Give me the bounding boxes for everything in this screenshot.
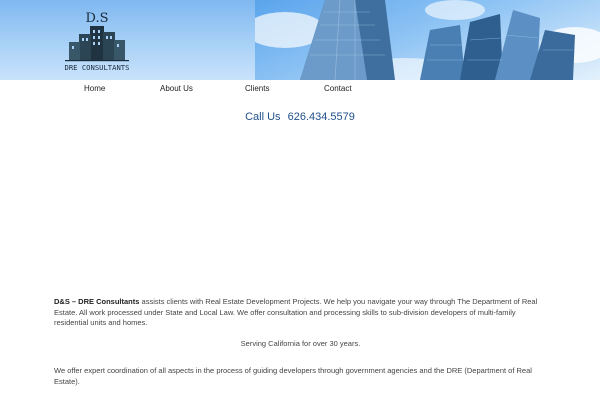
logo-top-text: D.S bbox=[85, 11, 109, 26]
main-content bbox=[54, 297, 547, 387]
call-us-label: Call Us bbox=[245, 111, 281, 123]
header-banner bbox=[0, 0, 600, 80]
coordination-paragraph: We offer expert coordination of all aspects in the process of guiding developers through government agencies and the DRE (Department of Real Estate). bbox=[54, 366, 532, 386]
intro-text: assists clients with Real Estate Development Projects. We help you navigate your way through The Department of Real Estate. All work processed under State and Local Law. We offer consultation and processing skills to sub-division developers of multi-family residential units and homes. bbox=[54, 297, 538, 327]
intro-paragraph bbox=[54, 297, 547, 329]
company-logo[interactable] bbox=[57, 8, 137, 74]
skyscraper-banner-image bbox=[255, 0, 600, 80]
company-name: D&S – DRE Consultants bbox=[54, 297, 140, 306]
buildings-logo-icon bbox=[57, 8, 137, 74]
call-us-banner bbox=[0, 111, 600, 123]
nav-about-us-link[interactable]: About Us bbox=[160, 84, 193, 93]
logo-bottom-text: DRE CONSULTANTS bbox=[64, 63, 130, 72]
serving-text: Serving California for over 30 years. bbox=[240, 338, 361, 348]
nav-contact-link[interactable]: Contact bbox=[324, 84, 352, 93]
main-navigation bbox=[0, 80, 600, 100]
skyscrapers-illustration-icon bbox=[255, 0, 600, 80]
phone-number-link[interactable]: 626.434.5579 bbox=[287, 111, 355, 123]
nav-home-link[interactable]: Home bbox=[84, 84, 106, 93]
nav-clients-link[interactable]: Clients bbox=[245, 84, 270, 93]
